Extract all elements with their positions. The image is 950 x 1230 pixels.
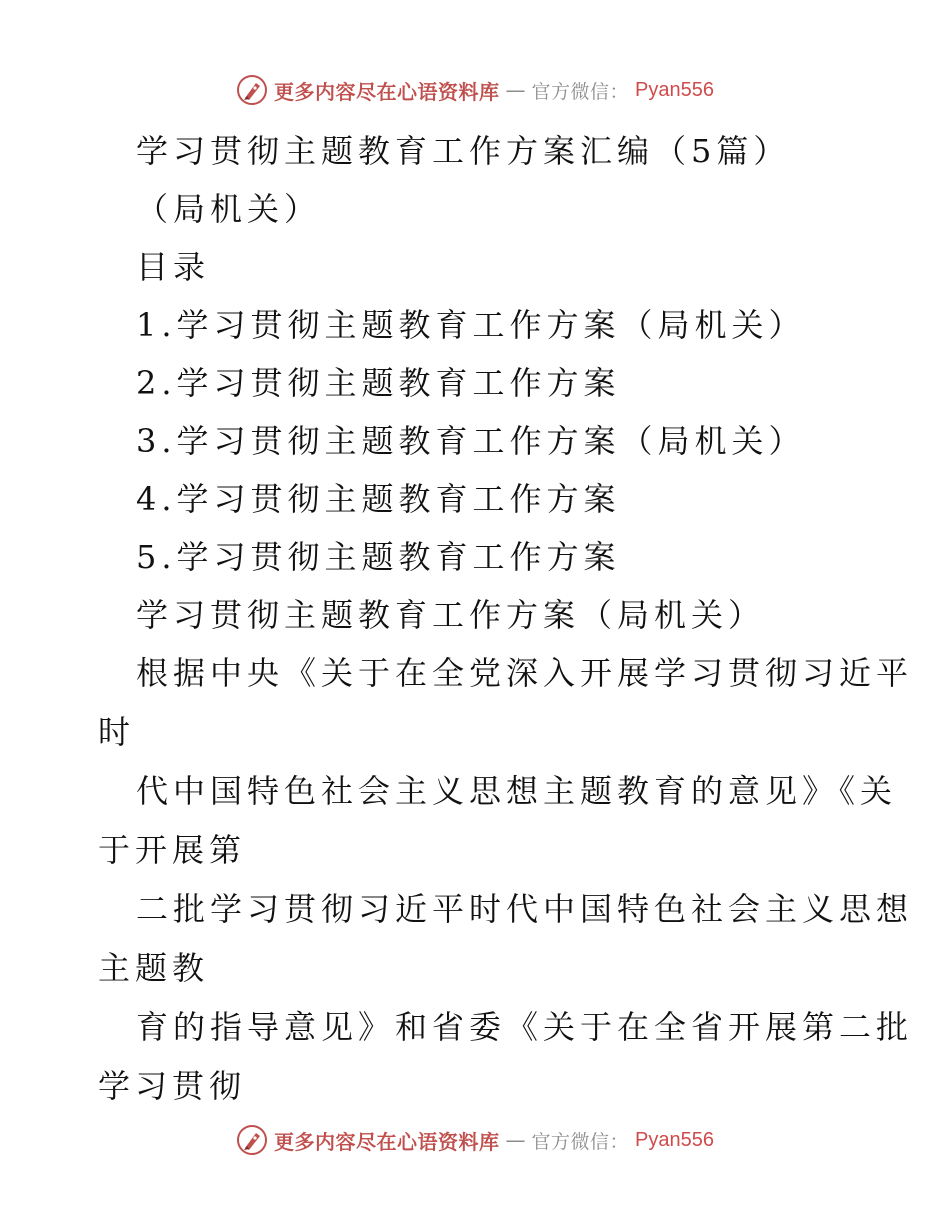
body-text-line: 代中国特色社会主义思想主题教育的意见》《关 [136, 772, 898, 810]
watermark-separator: — [505, 1128, 526, 1152]
watermark-site-text: 更多内容尽在心语资料库 [274, 79, 500, 104]
body-text-line: 主题教 [98, 949, 210, 987]
document-subtitle: （局机关） [136, 190, 322, 228]
body-text-line: 育的指导意见》和省委《关于在全省开展第二批 [136, 1008, 914, 1046]
watermark-footer [0, 1120, 950, 1160]
toc-item: 4.学习贯彻主题教育工作方案 [136, 480, 621, 518]
document-body [98, 122, 914, 1116]
watermark-site-text: 更多内容尽在心语资料库 [274, 1129, 500, 1154]
pen-nib-logo-icon [236, 74, 268, 106]
toc-item: 5.学习贯彻主题教育工作方案 [136, 538, 621, 576]
body-text-line: 学习贯彻 [98, 1067, 247, 1105]
watermark-wechat-id: Pyan556 [635, 1128, 714, 1151]
toc-item: 3.学习贯彻主题教育工作方案（局机关） [136, 422, 806, 460]
body-text-line: 根据中央《关于在全党深入开展学习贯彻习近平 [136, 654, 914, 692]
watermark-header [0, 70, 950, 110]
body-text-line: 时 [98, 713, 136, 751]
watermark-separator: — [505, 78, 526, 102]
body-text-line: 于开展第 [98, 831, 247, 869]
document-title: 学习贯彻主题教育工作方案汇编（5篇） [136, 132, 791, 170]
watermark-wechat-label: 官方微信： [531, 80, 630, 103]
toc-item: 2.学习贯彻主题教育工作方案 [136, 364, 621, 402]
body-text-line: 二批学习贯彻习近平时代中国特色社会主义思想 [136, 890, 914, 928]
toc-heading: 目录 [136, 248, 211, 286]
watermark-wechat-label: 官方微信： [531, 1130, 630, 1153]
section-title: 学习贯彻主题教育工作方案（局机关） [136, 596, 766, 634]
watermark-wechat-id: Pyan556 [635, 78, 714, 101]
pen-nib-logo-icon [236, 1124, 268, 1156]
toc-item: 1.学习贯彻主题教育工作方案（局机关） [136, 306, 806, 344]
